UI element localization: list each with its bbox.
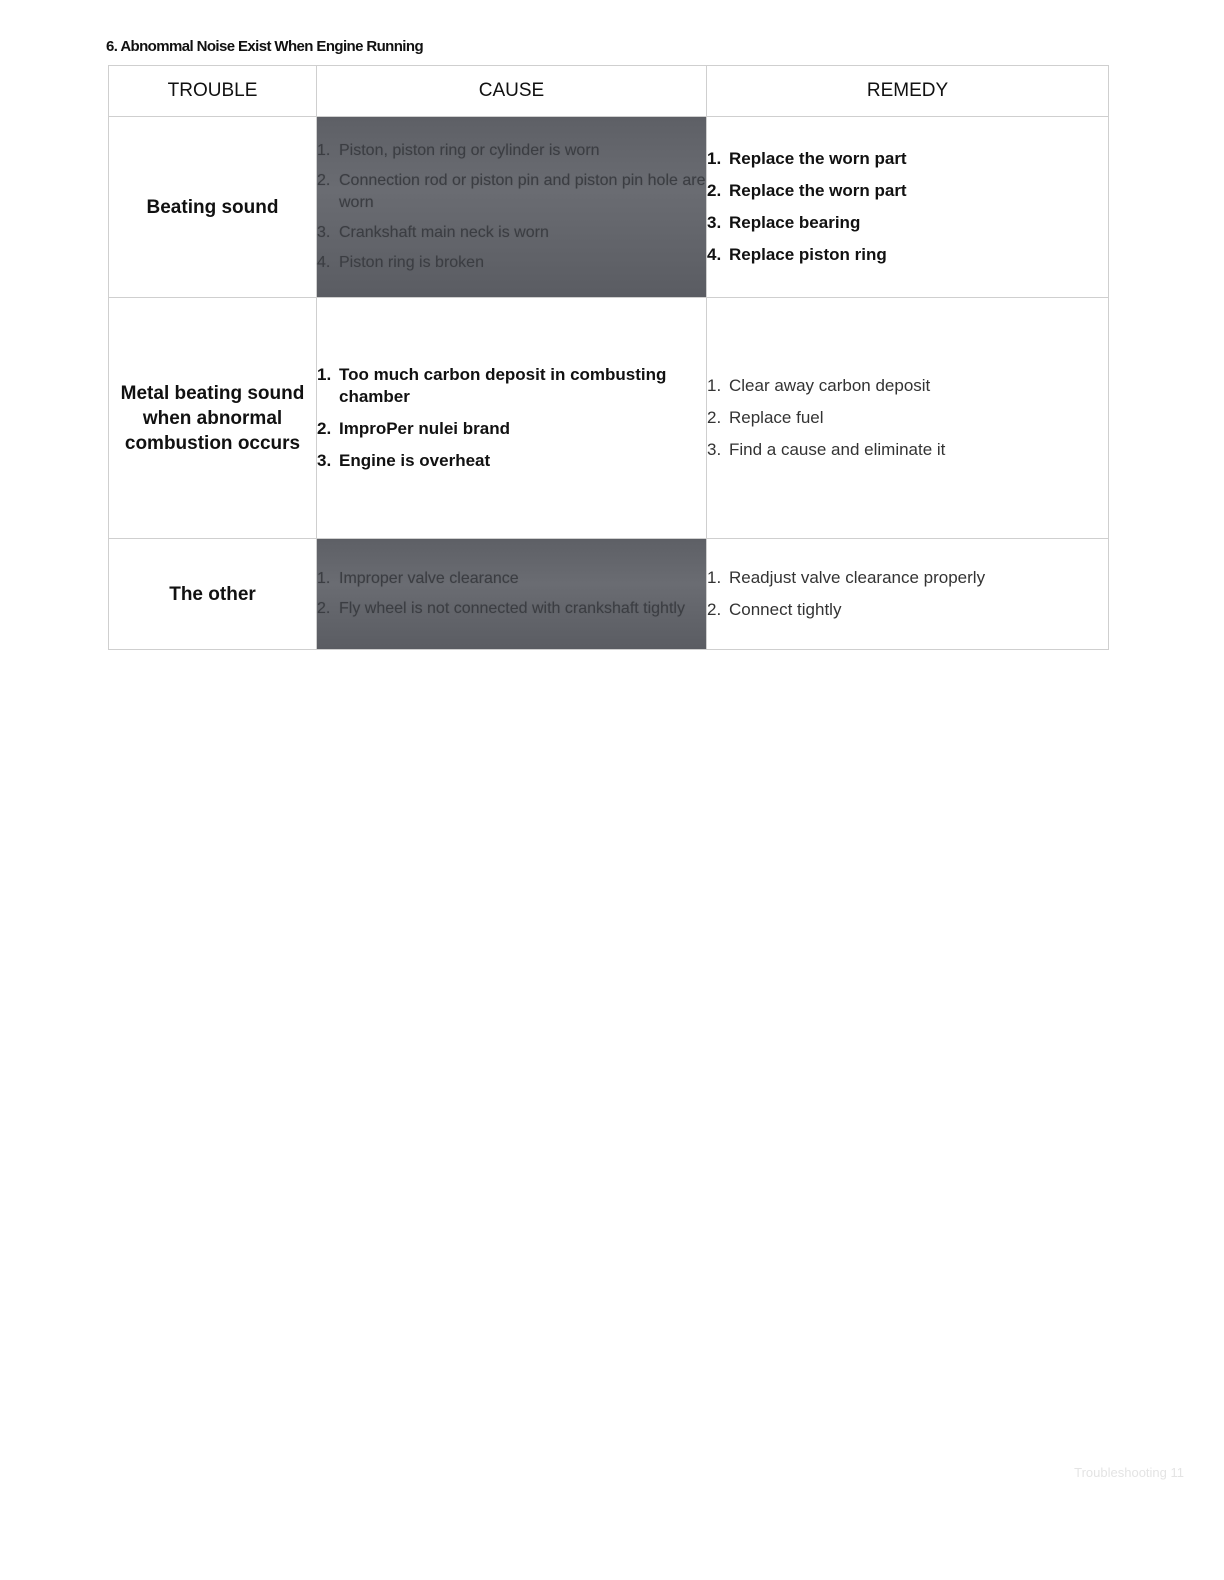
cause-cell	[317, 117, 707, 298]
remedy-list	[707, 567, 1108, 621]
list-item	[317, 418, 706, 440]
remedy-cell	[707, 539, 1109, 650]
header-remedy: REMEDY	[707, 66, 1109, 117]
item-number: 1.	[317, 570, 331, 587]
remedy-list	[707, 148, 1108, 266]
list-item	[707, 212, 1108, 234]
list-item	[317, 140, 706, 162]
item-text: Replace bearing	[729, 213, 861, 232]
item-text: Replace fuel	[729, 408, 824, 427]
list-item	[317, 568, 706, 590]
item-number: 2.	[317, 172, 331, 189]
item-text: Improper valve clearance	[339, 570, 519, 587]
remedy-list	[707, 375, 1108, 461]
remedy-cell	[707, 117, 1109, 298]
list-item	[317, 364, 706, 408]
item-number: 1.	[317, 365, 332, 384]
item-text: Crankshaft main neck is worn	[339, 224, 549, 241]
item-text: Piston, piston ring or cylinder is worn	[339, 142, 600, 159]
item-text: Fly wheel is not connected with crankshaft tightly	[339, 600, 685, 617]
item-text: Readjust valve clearance properly	[729, 568, 986, 587]
list-item	[707, 407, 1108, 429]
item-number: 4.	[707, 245, 722, 264]
header-trouble: TROUBLE	[109, 66, 317, 117]
list-item	[317, 222, 706, 244]
item-text: Engine is overheat	[339, 451, 491, 470]
list-item	[707, 567, 1108, 589]
item-text: Clear away carbon deposit	[729, 376, 931, 395]
list-item	[317, 170, 706, 214]
table-row	[109, 117, 1109, 298]
item-number: 2.	[707, 408, 722, 427]
cause-list	[317, 568, 706, 620]
item-number: 3.	[707, 213, 722, 232]
item-text: Too much carbon deposit in combusting chamber	[339, 365, 667, 406]
cause-list	[317, 364, 706, 472]
item-text: Find a cause and eliminate it	[729, 440, 946, 459]
item-text: Connection rod or piston pin and piston pin hole are worn	[339, 172, 706, 211]
list-item	[317, 598, 706, 620]
header-cause: CAUSE	[317, 66, 707, 117]
remedy-cell	[707, 298, 1109, 539]
trouble-cell: Metal beating sound when abnormal combustion occurs	[109, 298, 317, 539]
item-text: ImproPer nulei brand	[339, 419, 510, 438]
item-number: 3.	[317, 224, 331, 241]
list-item	[317, 450, 706, 472]
item-text: Piston ring is broken	[339, 254, 484, 271]
item-text: Connect tightly	[729, 600, 842, 619]
list-item	[707, 244, 1108, 266]
item-number: 2.	[317, 419, 332, 438]
item-text: Replace the worn part	[729, 149, 907, 168]
item-number: 4.	[317, 254, 331, 271]
cause-cell	[317, 539, 707, 650]
item-number: 3.	[317, 451, 332, 470]
trouble-cell: The other	[109, 539, 317, 650]
item-number: 1.	[707, 149, 722, 168]
item-text: Replace piston ring	[729, 245, 887, 264]
item-number: 1.	[707, 568, 722, 587]
table-row	[109, 298, 1109, 539]
cause-cell	[317, 298, 707, 539]
table-header-row	[109, 66, 1109, 117]
item-text: Replace the worn part	[729, 181, 907, 200]
section-title: 6. Abnommal Noise Exist When Engine Running	[106, 38, 424, 55]
list-item	[707, 180, 1108, 202]
item-number: 3.	[707, 440, 722, 459]
list-item	[707, 439, 1108, 461]
page-footer: Troubleshooting 11	[1074, 1465, 1184, 1480]
item-number: 1.	[707, 376, 722, 395]
trouble-cell: Beating sound	[109, 117, 317, 298]
item-number: 1.	[317, 142, 331, 159]
list-item	[707, 375, 1108, 397]
table-row	[109, 539, 1109, 650]
item-number: 2.	[707, 181, 722, 200]
list-item	[707, 599, 1108, 621]
item-number: 2.	[707, 600, 722, 619]
cause-list	[317, 140, 706, 274]
list-item	[707, 148, 1108, 170]
list-item	[317, 252, 706, 274]
item-number: 2.	[317, 600, 331, 617]
troubleshooting-table	[108, 65, 1109, 650]
